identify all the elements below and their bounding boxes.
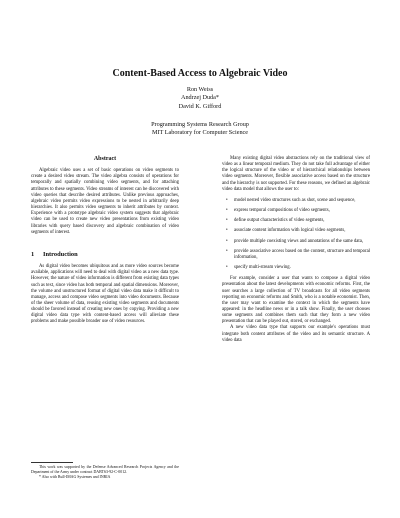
abstract-text: Algebraic video uses a set of basic operations on video segments to create a desired video stream. The video algebra consists of operations for temporally and spatially combining video segments, and for attaching attributes to these segments. Video streams of interest can be discovered with video queries that describe desired attributes. Unlike previous approaches, algebraic video permits video expressions to be nested in arbitrarily deep hierarchies. It also permits video segments to inherit attributes by context. Experience with a prototype algebraic video system suggests that algebraic video can be used to create new video presentations from existing video libraries with query based discovery and algebraic combination of video segments of interest. — [31, 168, 179, 235]
section-number: 1 — [31, 250, 35, 258]
list-item: • express temporal compositions of video segments, — [226, 208, 330, 214]
abstract-heading: Abstract — [93, 156, 117, 162]
example-paragraph: For example, consider a user that wants to compose a digital video presentation about the latest developments with economic reforms. First, the user searches a large collection of TV broadcasts for all video segments reporting on economic reforms and Smith, who is a notable economist. Then, the user may want to examine the context in which the segments have appeared: in the headline news or in a talk show. Finally, the user chooses some segments and combines them such that they form a new video presentation that can be played out, stored, or exchanged. — [222, 276, 370, 325]
author-name: Ron Weiss — [186, 86, 214, 93]
intro-continued-text: Many existing digital video abstractions rely on the traditional view of video as a linear temporal medium. They do not take full advantage of either the logical structure of the video or of hierarchical relationships between video segments. Moreover, flexible associative access based on the structure and the hierarchy is not supported. For these reasons, we defined an algebraic video data model that allows the user to: — [222, 156, 370, 192]
section-title: Introduction — [43, 250, 78, 258]
bullet-icon: • — [226, 248, 228, 254]
footnotes — [31, 465, 179, 480]
author-list — [0, 86, 400, 111]
affiliation-line: Programming Systems Research Group — [151, 121, 249, 128]
footnote-affiliation: * Also with Bull-IMAG Systemes and INRIA — [39, 474, 111, 479]
introduction-text: As digital video becomes ubiquitous and as more video sources become available, applications will need to deal with digital video as a new data type. However, the nature of video information is different from existing data types such as text, since video has both temporal and spatial dimensions. Moreover, the volume and unstructured format of digital video data make it difficult to manage, access and compose video segments into video documents. Because of the sheer volume of data, reusing existing video segments and documents should be favored instead of creating new ones by copying. Providing a new digital video data type with content-based access will alleviate these problems and make possible broader use of video resources. — [31, 264, 179, 325]
bullet-icon: • — [226, 208, 228, 214]
list-item: • associate content information with logical video segments, — [226, 228, 346, 234]
footnote-rule — [31, 462, 73, 463]
author-name: Andrzej Duda* — [181, 94, 219, 102]
affiliation-line: MIT Laboratory for Computer Science — [151, 129, 249, 137]
right-column — [222, 156, 370, 344]
list-item: • provide associative access based on the content, structure and temporal information, — [226, 248, 370, 260]
footnote-funding: This work was supported by the Defense Advanced Research Projects Agency and the Department of the Army under contract DABT63-92-C-0012. — [31, 465, 179, 474]
bullet-icon: • — [226, 197, 228, 203]
list-item: • provide multiple coexisting views and annotations of the same data, — [226, 238, 364, 244]
paper-title: Content-Based Access to Algebraic Video — [112, 68, 288, 79]
last-paragraph: A new video data type that supports our example's operations must integrate both content attributes of the video and its semantic structure. A video data — [222, 325, 370, 343]
author-name: David K. Gifford — [178, 102, 222, 110]
bullet-icon: • — [226, 228, 228, 234]
list-item: • model nested video structures such as shot, scene and sequence, — [226, 197, 356, 203]
list-item: • define output characteristics of video segments, — [226, 218, 325, 224]
bullet-icon: • — [226, 265, 228, 271]
section-heading-introduction — [31, 252, 179, 258]
left-column — [31, 156, 179, 326]
bullet-icon: • — [226, 238, 228, 244]
list-item: • specify multi-stream viewing. — [226, 265, 291, 271]
affiliation — [0, 121, 400, 138]
feature-list — [222, 198, 370, 271]
bullet-icon: • — [226, 218, 228, 224]
